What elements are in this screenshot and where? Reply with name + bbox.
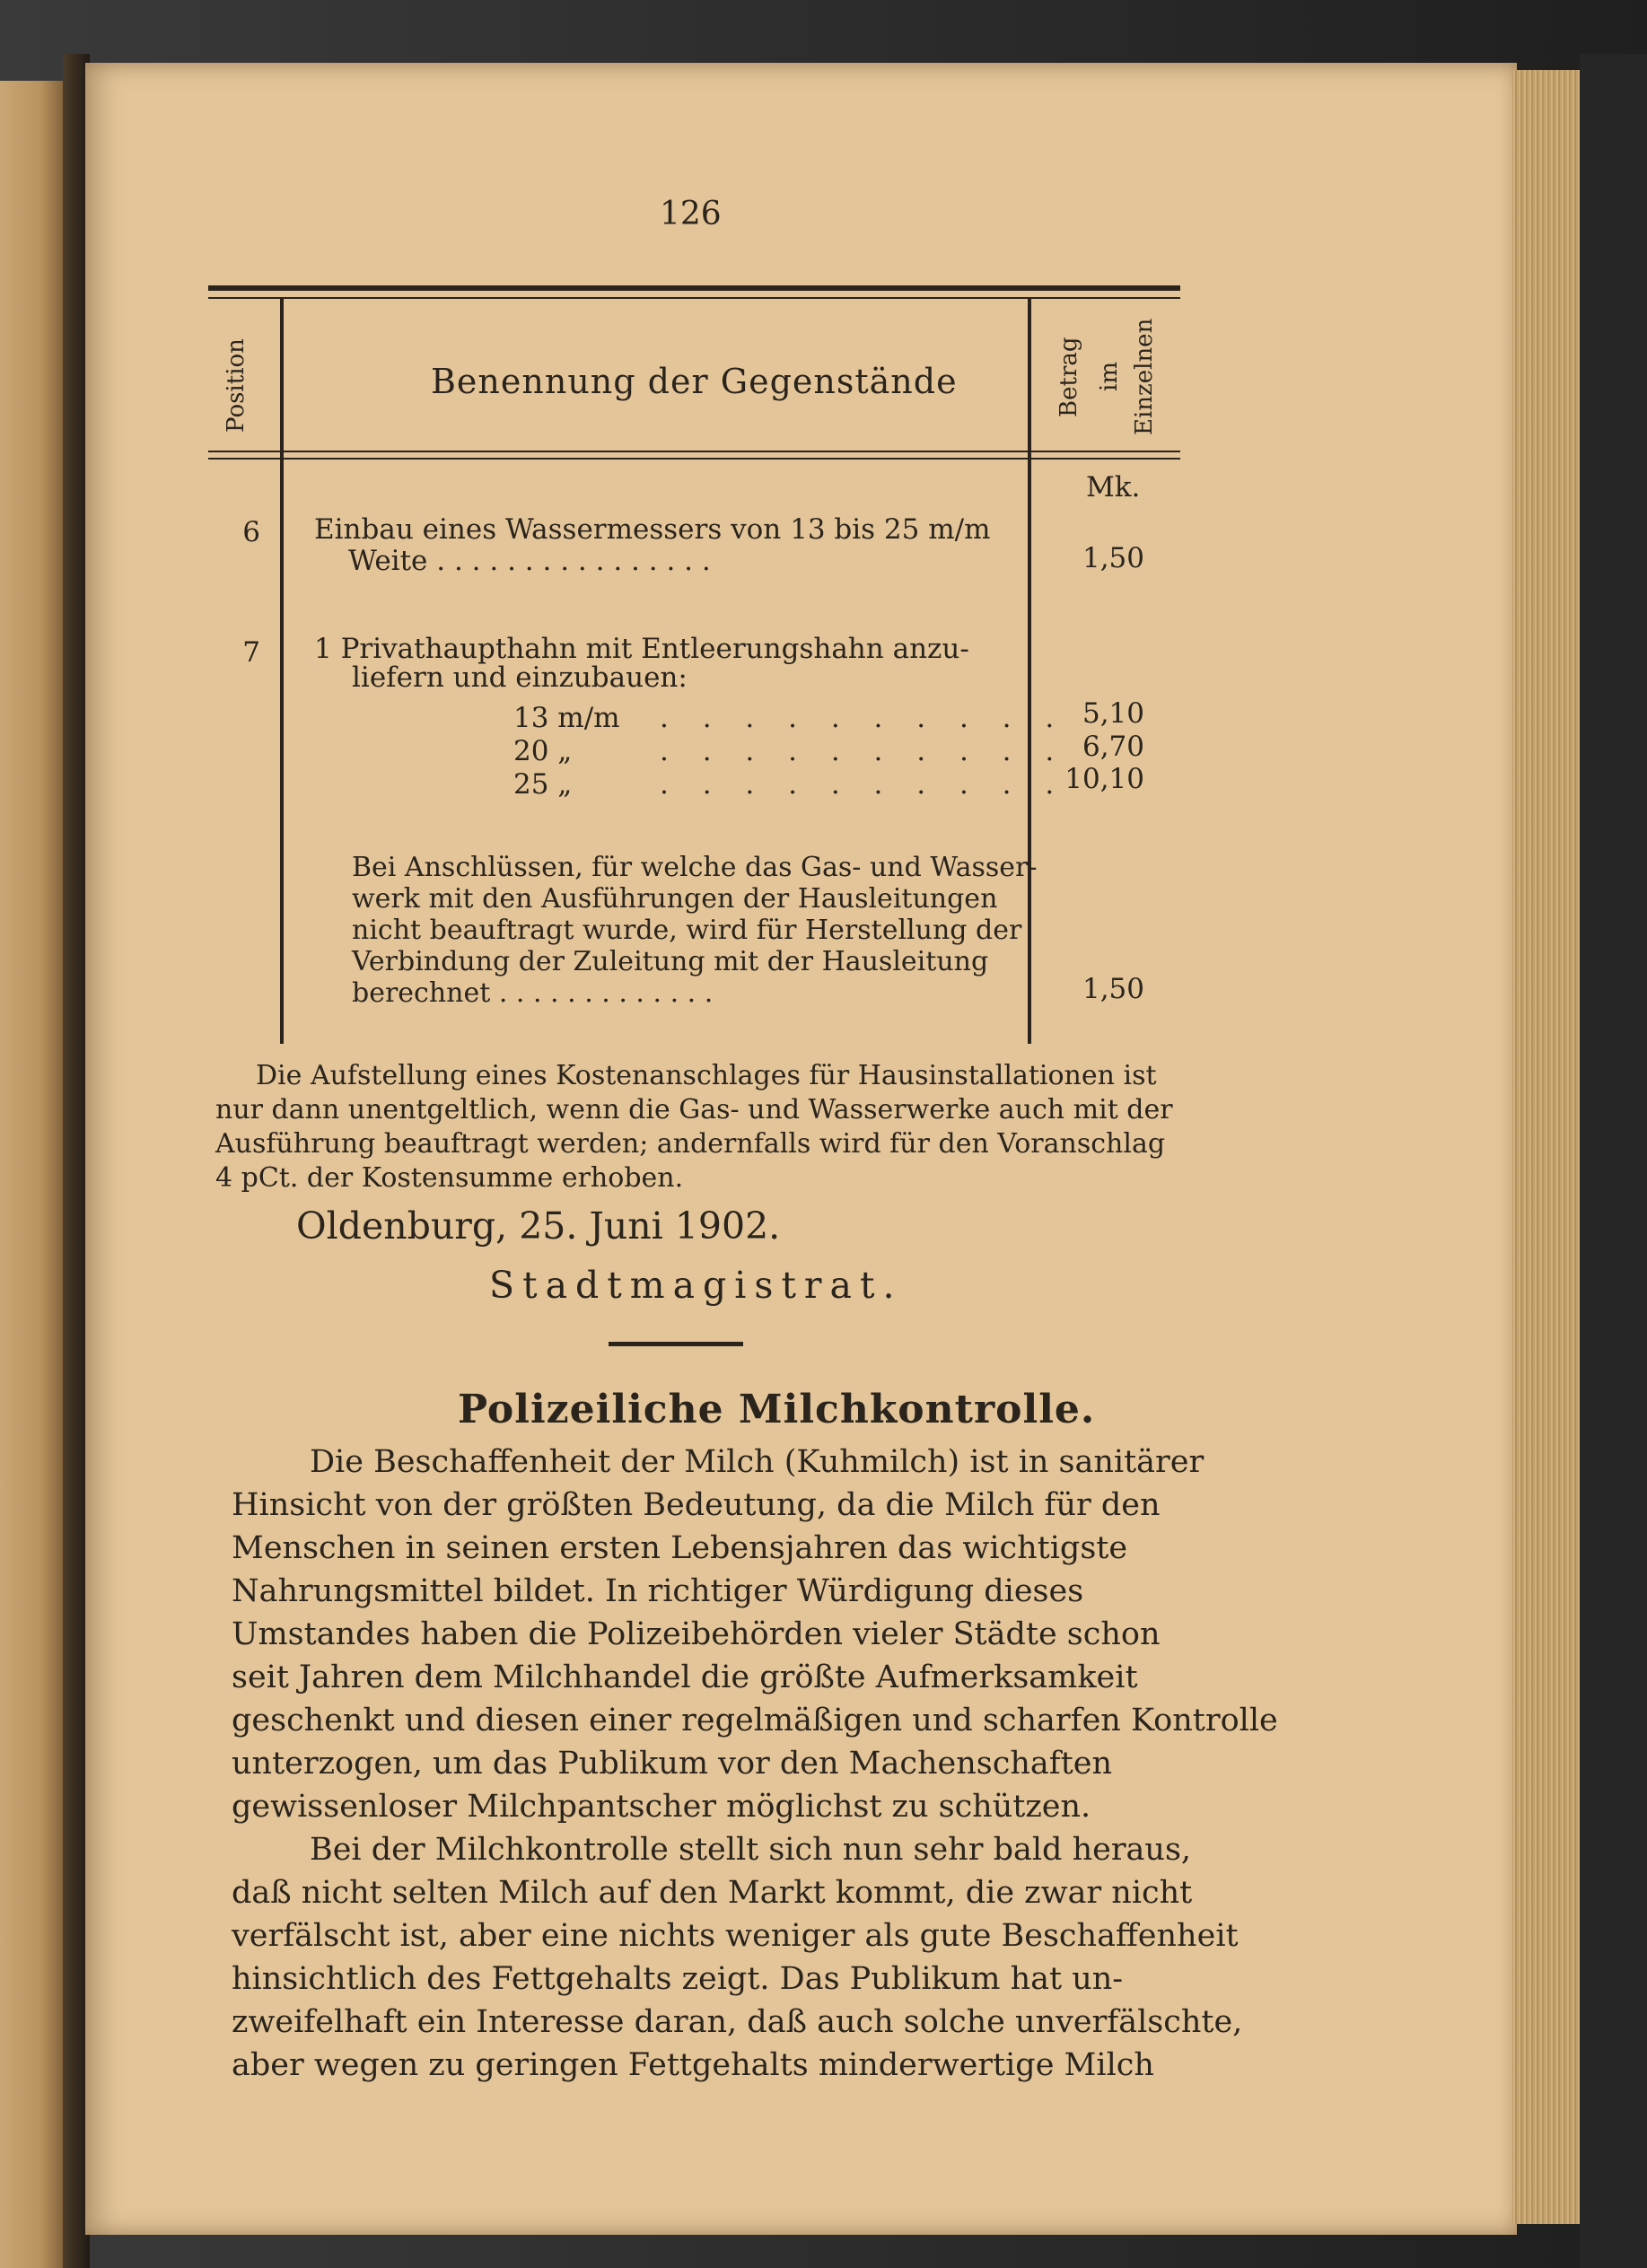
body-line: daß nicht selten Milch auf den Markt kommt, die zwar nicht [232,1875,1193,1911]
note-line: Die Aufstellung eines Kostenanschlages für Hausinstallationen ist [256,1060,1157,1091]
header-amount-line-1: Betrag [1056,337,1082,417]
row-position: 7 [242,636,260,669]
page-block-edges [1512,70,1584,2224]
body-line: Menschen in seinen ersten Lebensjahren das wichtigste [232,1530,1128,1566]
page-number: 126 [660,196,722,232]
body-line: Nahrungsmittel bildet. In richtiger Würdigung dieses [232,1573,1084,1609]
sub-label: 25 „ [513,768,573,801]
row-amount: 1,50 [1082,973,1144,1005]
row-text-line: Verbindung der Zuleitung mit der Hausleitung [352,946,989,977]
row-text-line: nicht beauftragt wurde, wird für Herstellung der [352,915,1022,946]
body-line: geschenkt und diesen einer regelmäßigen und scharfen Kontrolle [232,1703,1278,1738]
row-amount: 1,50 [1082,542,1144,574]
body-line: verfälscht ist, aber eine nichts weniger als gute Beschaffenheit [232,1918,1239,1954]
header-position: Position [223,338,250,433]
body-line: Umstandes haben die Polizeibehörden vieler Städte schon [232,1616,1161,1652]
row-text-line: werk mit den Ausführungen der Hausleitungen [352,883,998,915]
row-text-line: Einbau eines Wassermessers von 13 bis 25 m/m [314,513,991,546]
body-line: zweifelhaft ein Interesse daran, daß auch solche unverfälschte, [232,2004,1243,2040]
table-top-rule-thin [208,297,1180,299]
section-title: Polizeiliche Milchkontrolle. [458,1387,1096,1432]
table-column-rule-1 [280,299,284,1044]
back-cover-edge [1580,54,1647,2268]
note-line: nur dann unentgeltlich, wenn die Gas- und Wasserwerke auch mit der [215,1094,1173,1125]
row-amount: 10,10 [1064,763,1144,795]
body-line: hinsichtlich des Fettgehalts zeigt. Das Publikum hat un- [232,1961,1124,1997]
row-text-line: 1 Privathaupthahn mit Entleerungshahn anzu- [314,633,969,665]
body-line: aber wegen zu geringen Fettgehalts minderwertige Milch [232,2047,1154,2083]
row-amount: 5,10 [1082,697,1144,730]
row-position: 6 [242,516,260,548]
issuing-authority: Stadtmagistrat. [489,1264,903,1307]
body-line: seit Jahren dem Milchhandel die größte Aufmerksamkeit [232,1659,1138,1695]
table-header-rule [208,451,1180,452]
row-text-line: berechnet . . . . . . . . . . . . . [352,977,714,1009]
table-top-rule [208,285,1180,291]
header-amount-line-2: im [1096,362,1123,392]
table-header-rule-2 [208,458,1180,460]
body-line: Die Beschaffenheit der Milch (Kuhmilch) ist in sanitärer [310,1444,1205,1480]
row-text-line: Bei Anschlüssen, für welche das Gas- und Wasser- [352,852,1038,883]
leader-dots: . . . . . . . . . . [660,735,1067,767]
leader-dots: . . . . . . . . . . [660,702,1067,734]
section-divider [609,1342,743,1346]
body-line: Hinsicht von der größten Bedeutung, da die Milch für den [232,1487,1161,1523]
note-line: 4 pCt. der Kostensumme erhoben. [215,1162,684,1194]
currency-label: Mk. [1086,471,1141,504]
header-amount-line-3: Einzelnen [1131,318,1158,436]
sub-label: 13 m/m [513,702,620,734]
body-line: Bei der Milchkontrolle stellt sich nun sehr bald heraus, [310,1832,1192,1868]
left-page-edge [0,81,67,2268]
row-text-line: Weite . . . . . . . . . . . . . . . . [348,545,711,577]
leader-dots: . . . . . . . . . . [660,768,1067,801]
row-text-line: liefern und einzubauen: [352,661,688,694]
row-amount: 6,70 [1082,731,1144,763]
header-description: Benennung der Gegenstände [431,362,958,401]
place-date: Oldenburg, 25. Juni 1902. [296,1204,781,1248]
body-line: unterzogen, um das Publikum vor den Machenschaften [232,1746,1113,1782]
body-line: gewissenloser Milchpantscher möglichst zu schützen. [232,1789,1091,1825]
note-line: Ausführung beauftragt werden; andernfalls wird für den Voranschlag [215,1128,1166,1160]
sub-label: 20 „ [513,735,573,767]
table-column-rule-2 [1028,299,1031,1044]
